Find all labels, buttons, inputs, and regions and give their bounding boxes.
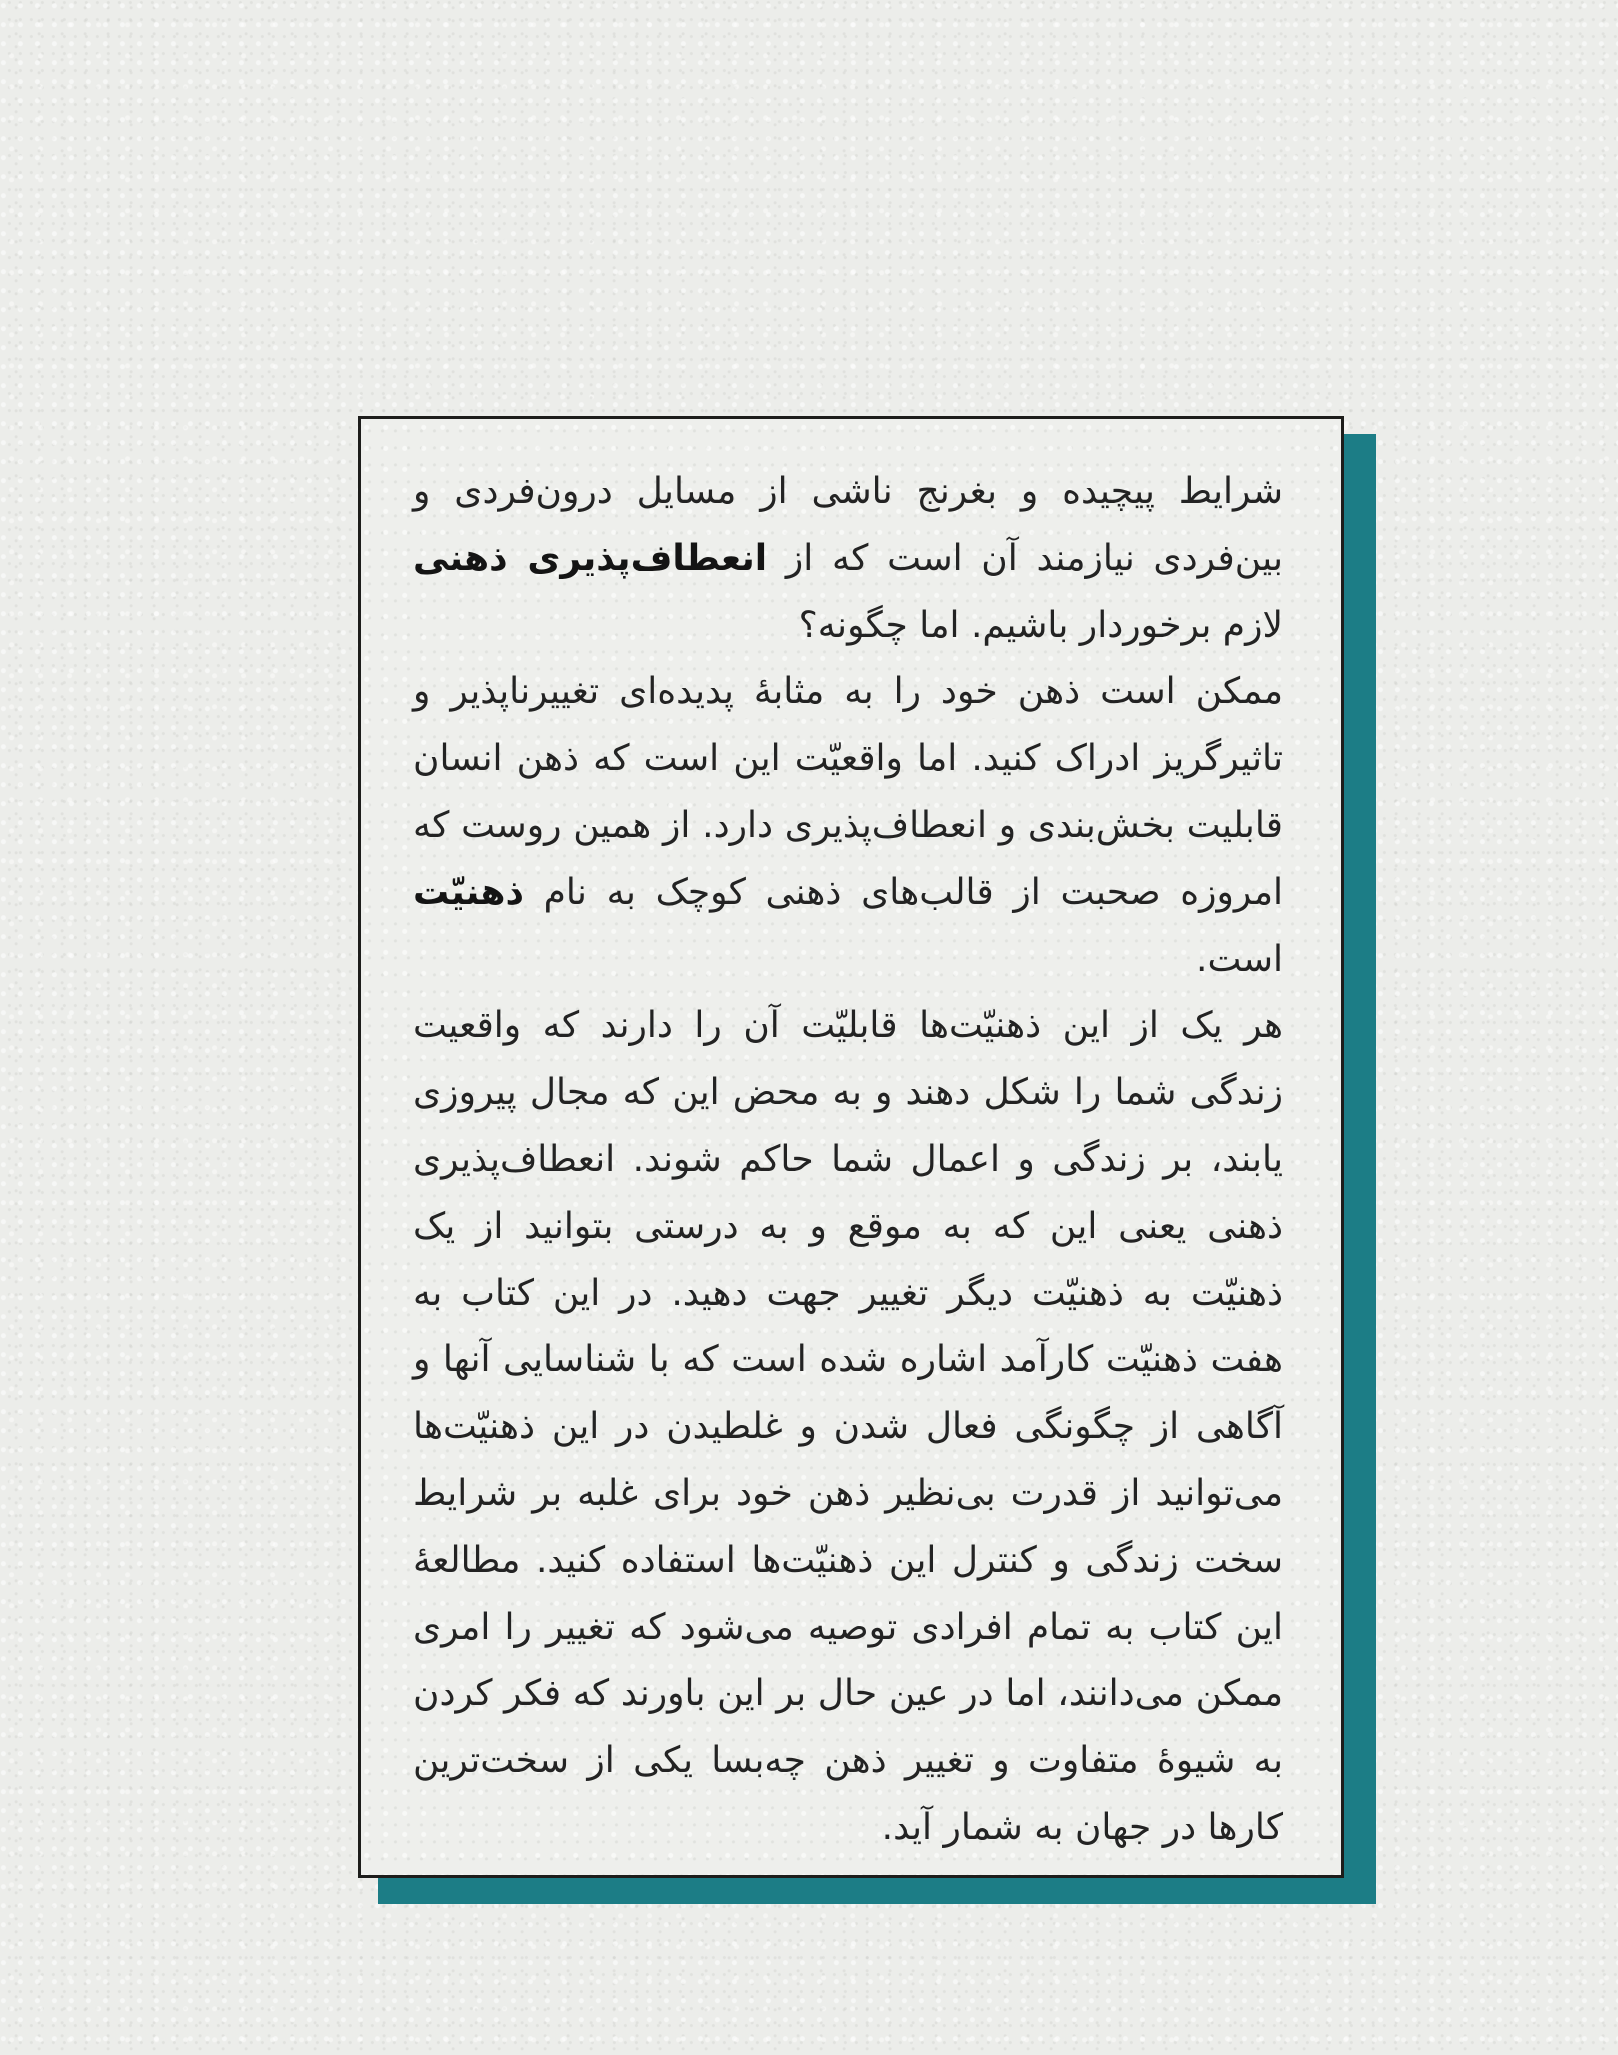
back-cover-text-box — [358, 416, 1344, 1878]
paragraph-3-text: هر یک از این ذهنیّت‌ها قابلیّت آن را دارند که واقعیت زندگی شما را شکل دهند و به محض این که مجال پیروزی یابند، بر زندگی و اعمال شما حاکم شوند. انعطاف‌پذیری ذهنی یعنی این که به موقع و به درستی بتوانید از یک ذهنیّت به ذهنیّت دیگر تغییر جهت دهید. در این کتاب به هفت ذهنیّت کارآمد اشاره شده است که با شناسایی آنها و آگاهی از چگونگی فعال شدن و غلطیدن در این ذهنیّت‌ها می‌توانید از قدرت بی‌نظیر ذهن خود برای غلبه بر شرایط سخت زندگی و کنترل این ذهنیّت‌ها استفاده کنید. مطالعهٔ این کتاب به تمام افرادی توصیه می‌شود که تغییر را امری ممکن می‌دانند، اما در عین حال بر این باورند که فکر کردن به شیوهٔ متفاوت و تغییر ذهن چه‌بسا یکی از سخت‌ترین کارها در جهان به شمار آید. — [413, 1005, 1283, 1848]
paragraph-2-text: ممکن است ذهن خود را به مثابهٔ پدیده‌ای تغییرناپذیر و تاثیرگریز ادراک کنید. اما واقعیّت این است که ذهن انسان قابلیت بخش‌بندی و انعطاف‌پذیری دارد. از همین روست که امروزه صحبت از قالب‌های ذهنی کوچک به نام — [413, 671, 1283, 913]
paragraph-2-text-end: است. — [1196, 938, 1283, 980]
back-cover-body-text — [413, 459, 1283, 1862]
paragraph-1-text-end: لازم برخوردار باشیم. اما چگونه؟ — [798, 604, 1283, 646]
paragraph-1-bold-term: انعطاف‌پذیری ذهنی — [413, 537, 768, 579]
paragraph-2-bold-term: ذهنیّت — [413, 871, 524, 913]
paragraph-1-text: شرایط پیچیده و بغرنج ناشی از مسایل درون‌فردی و بین‌فردی نیازمند آن است که از — [413, 471, 1283, 579]
